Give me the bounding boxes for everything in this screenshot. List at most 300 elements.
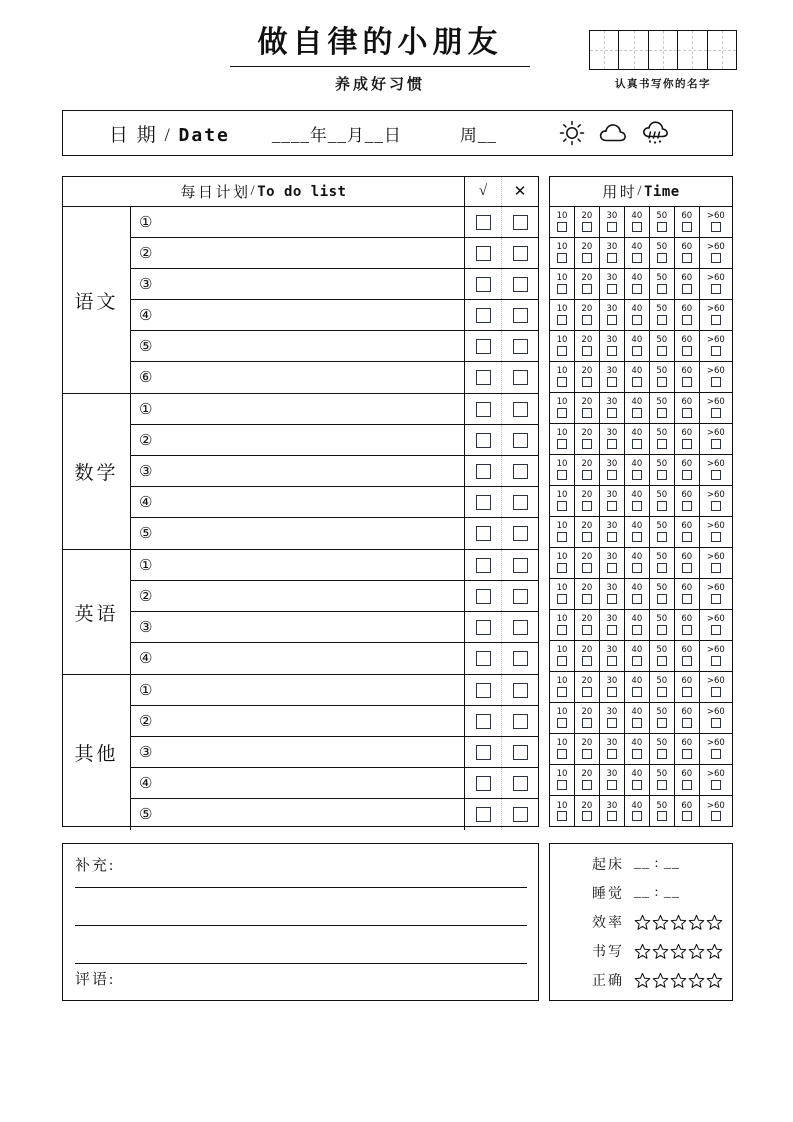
time-option-cell[interactable] bbox=[675, 238, 700, 268]
check-checkbox[interactable] bbox=[476, 433, 491, 448]
check-cell[interactable] bbox=[464, 456, 501, 486]
time-checkbox[interactable] bbox=[711, 749, 721, 759]
time-checkbox[interactable] bbox=[607, 718, 617, 728]
time-option-cell[interactable] bbox=[700, 455, 732, 485]
cross-cell[interactable] bbox=[501, 394, 538, 424]
time-option-cell[interactable] bbox=[650, 734, 675, 764]
time-option-cell[interactable] bbox=[550, 207, 575, 237]
time-checkbox[interactable] bbox=[607, 253, 617, 263]
time-checkbox[interactable] bbox=[632, 811, 642, 821]
time-checkbox[interactable] bbox=[657, 811, 667, 821]
cross-checkbox[interactable] bbox=[513, 683, 528, 698]
time-checkbox[interactable] bbox=[582, 780, 592, 790]
name-grid-cell[interactable] bbox=[708, 31, 736, 69]
time-option-cell[interactable] bbox=[625, 796, 650, 827]
time-option-cell[interactable] bbox=[600, 548, 625, 578]
time-option-cell[interactable] bbox=[600, 734, 625, 764]
check-checkbox[interactable] bbox=[476, 246, 491, 261]
check-checkbox[interactable] bbox=[476, 589, 491, 604]
check-cell[interactable] bbox=[464, 675, 501, 705]
time-checkbox[interactable] bbox=[557, 780, 567, 790]
todo-item-input[interactable]: ④ bbox=[139, 651, 153, 667]
cross-checkbox[interactable] bbox=[513, 526, 528, 541]
time-checkbox[interactable] bbox=[632, 594, 642, 604]
time-checkbox[interactable] bbox=[682, 532, 692, 542]
star-icon[interactable] bbox=[688, 943, 705, 960]
time-option-cell[interactable] bbox=[600, 455, 625, 485]
name-writing-grid[interactable] bbox=[589, 30, 737, 70]
time-checkbox[interactable] bbox=[582, 408, 592, 418]
time-option-cell[interactable] bbox=[675, 641, 700, 671]
name-grid-cell[interactable] bbox=[590, 31, 619, 69]
time-checkbox[interactable] bbox=[632, 687, 642, 697]
time-option-cell[interactable] bbox=[550, 734, 575, 764]
rain-cloud-icon[interactable] bbox=[641, 119, 671, 147]
time-checkbox[interactable] bbox=[607, 439, 617, 449]
time-checkbox[interactable] bbox=[682, 563, 692, 573]
name-grid-cell[interactable] bbox=[619, 31, 648, 69]
time-checkbox[interactable] bbox=[607, 315, 617, 325]
time-option-cell[interactable] bbox=[650, 331, 675, 361]
time-option-cell[interactable] bbox=[625, 269, 650, 299]
name-grid-cell[interactable] bbox=[678, 31, 707, 69]
time-option-cell[interactable] bbox=[700, 486, 732, 516]
time-option-cell[interactable] bbox=[575, 393, 600, 423]
time-option-cell[interactable] bbox=[700, 672, 732, 702]
time-option-cell[interactable] bbox=[550, 424, 575, 454]
time-checkbox[interactable] bbox=[557, 594, 567, 604]
check-cell[interactable] bbox=[464, 799, 501, 830]
time-checkbox[interactable] bbox=[582, 749, 592, 759]
time-checkbox[interactable] bbox=[682, 470, 692, 480]
todo-item-input[interactable]: ④ bbox=[139, 775, 153, 792]
cross-checkbox[interactable] bbox=[513, 215, 528, 230]
time-option-cell[interactable] bbox=[575, 796, 600, 827]
time-checkbox[interactable] bbox=[657, 625, 667, 635]
time-checkbox[interactable] bbox=[557, 656, 567, 666]
time-option-cell[interactable] bbox=[675, 300, 700, 330]
star-icon[interactable] bbox=[688, 914, 705, 931]
time-checkbox[interactable] bbox=[582, 470, 592, 480]
check-cell[interactable] bbox=[464, 643, 501, 674]
time-option-cell[interactable] bbox=[600, 641, 625, 671]
time-option-cell[interactable] bbox=[625, 207, 650, 237]
time-checkbox[interactable] bbox=[557, 470, 567, 480]
time-checkbox[interactable] bbox=[607, 501, 617, 511]
time-option-cell[interactable] bbox=[600, 269, 625, 299]
check-cell[interactable] bbox=[464, 300, 501, 330]
time-checkbox[interactable] bbox=[657, 253, 667, 263]
time-checkbox[interactable] bbox=[607, 594, 617, 604]
time-option-cell[interactable] bbox=[650, 486, 675, 516]
time-checkbox[interactable] bbox=[607, 377, 617, 387]
time-checkbox[interactable] bbox=[657, 408, 667, 418]
time-option-cell[interactable] bbox=[600, 331, 625, 361]
time-checkbox[interactable] bbox=[582, 656, 592, 666]
time-checkbox[interactable] bbox=[607, 687, 617, 697]
time-option-cell[interactable] bbox=[625, 734, 650, 764]
check-checkbox[interactable] bbox=[476, 745, 491, 760]
time-option-cell[interactable] bbox=[575, 331, 600, 361]
time-option-cell[interactable] bbox=[600, 424, 625, 454]
cross-cell[interactable] bbox=[501, 675, 538, 705]
cross-cell[interactable] bbox=[501, 768, 538, 798]
check-cell[interactable] bbox=[464, 581, 501, 611]
time-option-cell[interactable] bbox=[625, 238, 650, 268]
check-checkbox[interactable] bbox=[476, 526, 491, 541]
time-checkbox[interactable] bbox=[657, 284, 667, 294]
check-checkbox[interactable] bbox=[476, 464, 491, 479]
time-checkbox[interactable] bbox=[711, 377, 721, 387]
check-checkbox[interactable] bbox=[476, 683, 491, 698]
time-option-cell[interactable] bbox=[550, 300, 575, 330]
time-option-cell[interactable] bbox=[700, 734, 732, 764]
todo-item-input[interactable]: ① bbox=[139, 557, 153, 574]
check-cell[interactable] bbox=[464, 706, 501, 736]
time-checkbox[interactable] bbox=[557, 563, 567, 573]
time-checkbox[interactable] bbox=[557, 408, 567, 418]
time-option-cell[interactable] bbox=[675, 486, 700, 516]
time-option-cell[interactable] bbox=[700, 796, 732, 827]
time-checkbox[interactable] bbox=[582, 377, 592, 387]
time-checkbox[interactable] bbox=[607, 811, 617, 821]
time-option-cell[interactable] bbox=[550, 269, 575, 299]
time-option-cell[interactable] bbox=[550, 579, 575, 609]
time-checkbox[interactable] bbox=[682, 439, 692, 449]
cross-checkbox[interactable] bbox=[513, 745, 528, 760]
check-cell[interactable] bbox=[464, 612, 501, 642]
check-cell[interactable] bbox=[464, 487, 501, 517]
time-checkbox[interactable] bbox=[632, 377, 642, 387]
time-checkbox[interactable] bbox=[682, 687, 692, 697]
todo-item-input[interactable]: ② bbox=[139, 713, 153, 730]
time-checkbox[interactable] bbox=[711, 811, 721, 821]
time-option-cell[interactable] bbox=[575, 300, 600, 330]
time-option-cell[interactable] bbox=[700, 703, 732, 733]
cross-cell[interactable] bbox=[501, 643, 538, 674]
time-option-cell[interactable] bbox=[550, 486, 575, 516]
todo-item-input[interactable]: ④ bbox=[139, 494, 153, 511]
time-checkbox[interactable] bbox=[711, 222, 721, 232]
time-option-cell[interactable] bbox=[625, 579, 650, 609]
time-option-cell[interactable] bbox=[675, 672, 700, 702]
time-checkbox[interactable] bbox=[711, 315, 721, 325]
time-option-cell[interactable] bbox=[675, 517, 700, 547]
time-option-cell[interactable] bbox=[700, 331, 732, 361]
check-cell[interactable] bbox=[464, 269, 501, 299]
star-icon[interactable] bbox=[670, 914, 687, 931]
time-checkbox[interactable] bbox=[607, 284, 617, 294]
time-checkbox[interactable] bbox=[557, 253, 567, 263]
time-option-cell[interactable] bbox=[625, 517, 650, 547]
time-option-cell[interactable] bbox=[625, 331, 650, 361]
cross-checkbox[interactable] bbox=[513, 776, 528, 791]
time-option-cell[interactable] bbox=[575, 362, 600, 392]
star-rating[interactable] bbox=[634, 943, 723, 960]
time-option-cell[interactable] bbox=[575, 734, 600, 764]
time-option-cell[interactable] bbox=[600, 610, 625, 640]
star-icon[interactable] bbox=[706, 943, 723, 960]
star-icon[interactable] bbox=[670, 972, 687, 989]
cross-cell[interactable] bbox=[501, 331, 538, 361]
time-checkbox[interactable] bbox=[557, 315, 567, 325]
time-checkbox[interactable] bbox=[582, 253, 592, 263]
time-option-cell[interactable] bbox=[675, 548, 700, 578]
time-option-cell[interactable] bbox=[625, 641, 650, 671]
time-checkbox[interactable] bbox=[657, 377, 667, 387]
time-checkbox[interactable] bbox=[657, 656, 667, 666]
time-checkbox[interactable] bbox=[711, 625, 721, 635]
time-checkbox[interactable] bbox=[632, 749, 642, 759]
time-option-cell[interactable] bbox=[700, 207, 732, 237]
time-option-cell[interactable] bbox=[650, 207, 675, 237]
time-option-cell[interactable] bbox=[575, 207, 600, 237]
time-option-cell[interactable] bbox=[650, 610, 675, 640]
todo-item-input[interactable]: ③ bbox=[139, 744, 153, 761]
todo-item-input[interactable]: ③ bbox=[139, 619, 153, 636]
time-option-cell[interactable] bbox=[650, 765, 675, 795]
cross-checkbox[interactable] bbox=[513, 339, 528, 354]
time-checkbox[interactable] bbox=[711, 253, 721, 263]
time-option-cell[interactable] bbox=[675, 424, 700, 454]
time-option-cell[interactable] bbox=[575, 548, 600, 578]
time-checkbox[interactable] bbox=[632, 222, 642, 232]
star-icon[interactable] bbox=[634, 914, 651, 931]
check-checkbox[interactable] bbox=[476, 277, 491, 292]
time-checkbox[interactable] bbox=[632, 625, 642, 635]
time-checkbox[interactable] bbox=[557, 625, 567, 635]
time-option-cell[interactable] bbox=[625, 765, 650, 795]
time-option-cell[interactable] bbox=[600, 517, 625, 547]
time-option-cell[interactable] bbox=[650, 579, 675, 609]
time-checkbox[interactable] bbox=[711, 284, 721, 294]
time-option-cell[interactable] bbox=[575, 486, 600, 516]
check-cell[interactable] bbox=[464, 362, 501, 393]
todo-item-input[interactable]: ① bbox=[139, 214, 153, 231]
time-option-cell[interactable] bbox=[575, 238, 600, 268]
time-checkbox[interactable] bbox=[682, 656, 692, 666]
time-option-cell[interactable] bbox=[675, 703, 700, 733]
time-checkbox[interactable] bbox=[657, 780, 667, 790]
time-checkbox[interactable] bbox=[711, 718, 721, 728]
todo-item-input[interactable]: ④ bbox=[139, 307, 153, 324]
check-cell[interactable] bbox=[464, 425, 501, 455]
time-option-cell[interactable] bbox=[600, 238, 625, 268]
time-checkbox[interactable] bbox=[711, 532, 721, 542]
time-checkbox[interactable] bbox=[711, 346, 721, 356]
cross-checkbox[interactable] bbox=[513, 402, 528, 417]
time-option-cell[interactable] bbox=[700, 300, 732, 330]
time-option-cell[interactable] bbox=[675, 579, 700, 609]
time-option-cell[interactable] bbox=[675, 455, 700, 485]
time-checkbox[interactable] bbox=[682, 315, 692, 325]
cross-cell[interactable] bbox=[501, 612, 538, 642]
time-option-cell[interactable] bbox=[550, 362, 575, 392]
time-checkbox[interactable] bbox=[632, 718, 642, 728]
time-checkbox[interactable] bbox=[632, 656, 642, 666]
time-checkbox[interactable] bbox=[607, 625, 617, 635]
time-checkbox[interactable] bbox=[582, 563, 592, 573]
time-checkbox[interactable] bbox=[682, 594, 692, 604]
time-option-cell[interactable] bbox=[575, 269, 600, 299]
star-icon[interactable] bbox=[652, 943, 669, 960]
time-option-cell[interactable] bbox=[575, 641, 600, 671]
check-checkbox[interactable] bbox=[476, 651, 491, 666]
check-cell[interactable] bbox=[464, 737, 501, 767]
time-checkbox[interactable] bbox=[657, 439, 667, 449]
time-option-cell[interactable] bbox=[700, 362, 732, 392]
time-option-cell[interactable] bbox=[625, 300, 650, 330]
todo-item-input[interactable]: ② bbox=[139, 432, 153, 449]
time-checkbox[interactable] bbox=[711, 594, 721, 604]
cross-checkbox[interactable] bbox=[513, 277, 528, 292]
time-option-cell[interactable] bbox=[575, 517, 600, 547]
check-cell[interactable] bbox=[464, 331, 501, 361]
todo-item-input[interactable]: ⑤ bbox=[139, 526, 153, 542]
time-option-cell[interactable] bbox=[625, 486, 650, 516]
check-checkbox[interactable] bbox=[476, 495, 491, 510]
time-checkbox[interactable] bbox=[711, 687, 721, 697]
time-option-cell[interactable] bbox=[600, 207, 625, 237]
cross-cell[interactable] bbox=[501, 238, 538, 268]
time-checkbox[interactable] bbox=[557, 811, 567, 821]
time-checkbox[interactable] bbox=[682, 222, 692, 232]
time-option-cell[interactable] bbox=[700, 765, 732, 795]
time-option-cell[interactable] bbox=[550, 238, 575, 268]
time-option-cell[interactable] bbox=[550, 455, 575, 485]
time-checkbox[interactable] bbox=[711, 780, 721, 790]
cross-cell[interactable] bbox=[501, 456, 538, 486]
time-option-cell[interactable] bbox=[625, 548, 650, 578]
time-checkbox[interactable] bbox=[682, 284, 692, 294]
time-option-cell[interactable] bbox=[550, 641, 575, 671]
time-checkbox[interactable] bbox=[557, 377, 567, 387]
cross-cell[interactable] bbox=[501, 581, 538, 611]
cross-cell[interactable] bbox=[501, 269, 538, 299]
time-checkbox[interactable] bbox=[582, 718, 592, 728]
cross-cell[interactable] bbox=[501, 425, 538, 455]
time-checkbox[interactable] bbox=[582, 625, 592, 635]
star-rating[interactable] bbox=[634, 972, 723, 989]
time-option-cell[interactable] bbox=[700, 641, 732, 671]
cross-checkbox[interactable] bbox=[513, 464, 528, 479]
time-option-cell[interactable] bbox=[700, 579, 732, 609]
time-option-cell[interactable] bbox=[600, 300, 625, 330]
time-option-cell[interactable] bbox=[700, 548, 732, 578]
time-option-cell[interactable] bbox=[700, 424, 732, 454]
time-checkbox[interactable] bbox=[632, 315, 642, 325]
time-checkbox[interactable] bbox=[632, 284, 642, 294]
cross-checkbox[interactable] bbox=[513, 495, 528, 510]
check-checkbox[interactable] bbox=[476, 308, 491, 323]
check-checkbox[interactable] bbox=[476, 215, 491, 230]
time-option-cell[interactable] bbox=[600, 765, 625, 795]
time-checkbox[interactable] bbox=[632, 532, 642, 542]
cross-checkbox[interactable] bbox=[513, 308, 528, 323]
time-checkbox[interactable] bbox=[607, 408, 617, 418]
time-checkbox[interactable] bbox=[582, 811, 592, 821]
check-cell[interactable] bbox=[464, 550, 501, 580]
check-checkbox[interactable] bbox=[476, 620, 491, 635]
time-checkbox[interactable] bbox=[657, 470, 667, 480]
cross-checkbox[interactable] bbox=[513, 714, 528, 729]
time-option-cell[interactable] bbox=[550, 796, 575, 827]
time-checkbox[interactable] bbox=[682, 377, 692, 387]
time-checkbox[interactable] bbox=[632, 346, 642, 356]
time-input-field[interactable]: __ : __ bbox=[634, 856, 680, 871]
time-option-cell[interactable] bbox=[575, 610, 600, 640]
time-option-cell[interactable] bbox=[650, 641, 675, 671]
cross-checkbox[interactable] bbox=[513, 620, 528, 635]
check-checkbox[interactable] bbox=[476, 807, 491, 822]
cross-checkbox[interactable] bbox=[513, 651, 528, 666]
time-checkbox[interactable] bbox=[607, 222, 617, 232]
cross-cell[interactable] bbox=[501, 487, 538, 517]
time-checkbox[interactable] bbox=[632, 253, 642, 263]
time-checkbox[interactable] bbox=[557, 439, 567, 449]
star-icon[interactable] bbox=[688, 972, 705, 989]
time-option-cell[interactable] bbox=[625, 672, 650, 702]
time-checkbox[interactable] bbox=[657, 315, 667, 325]
time-option-cell[interactable] bbox=[675, 269, 700, 299]
time-option-cell[interactable] bbox=[550, 765, 575, 795]
time-checkbox[interactable] bbox=[682, 811, 692, 821]
time-option-cell[interactable] bbox=[575, 672, 600, 702]
time-checkbox[interactable] bbox=[582, 222, 592, 232]
time-option-cell[interactable] bbox=[625, 424, 650, 454]
time-checkbox[interactable] bbox=[682, 346, 692, 356]
time-checkbox[interactable] bbox=[582, 315, 592, 325]
name-grid-cell[interactable] bbox=[649, 31, 678, 69]
time-option-cell[interactable] bbox=[650, 300, 675, 330]
time-checkbox[interactable] bbox=[607, 563, 617, 573]
time-checkbox[interactable] bbox=[711, 563, 721, 573]
time-option-cell[interactable] bbox=[600, 393, 625, 423]
time-checkbox[interactable] bbox=[632, 563, 642, 573]
time-checkbox[interactable] bbox=[582, 594, 592, 604]
check-cell[interactable] bbox=[464, 768, 501, 798]
time-checkbox[interactable] bbox=[682, 625, 692, 635]
time-option-cell[interactable] bbox=[600, 486, 625, 516]
time-checkbox[interactable] bbox=[682, 749, 692, 759]
time-checkbox[interactable] bbox=[682, 408, 692, 418]
check-checkbox[interactable] bbox=[476, 402, 491, 417]
time-option-cell[interactable] bbox=[650, 393, 675, 423]
star-icon[interactable] bbox=[706, 972, 723, 989]
time-option-cell[interactable] bbox=[675, 610, 700, 640]
time-option-cell[interactable] bbox=[575, 765, 600, 795]
time-option-cell[interactable] bbox=[550, 393, 575, 423]
time-option-cell[interactable] bbox=[625, 455, 650, 485]
time-checkbox[interactable] bbox=[557, 718, 567, 728]
time-input-field[interactable]: __ : __ bbox=[634, 885, 680, 900]
time-checkbox[interactable] bbox=[557, 749, 567, 759]
time-option-cell[interactable] bbox=[650, 796, 675, 827]
time-checkbox[interactable] bbox=[657, 501, 667, 511]
time-option-cell[interactable] bbox=[675, 734, 700, 764]
time-checkbox[interactable] bbox=[607, 470, 617, 480]
star-icon[interactable] bbox=[706, 914, 723, 931]
check-cell[interactable] bbox=[464, 238, 501, 268]
time-checkbox[interactable] bbox=[657, 594, 667, 604]
todo-item-input[interactable]: ② bbox=[139, 245, 153, 262]
time-checkbox[interactable] bbox=[657, 346, 667, 356]
time-checkbox[interactable] bbox=[657, 222, 667, 232]
time-option-cell[interactable] bbox=[700, 269, 732, 299]
time-checkbox[interactable] bbox=[657, 532, 667, 542]
check-cell[interactable] bbox=[464, 207, 501, 237]
cross-checkbox[interactable] bbox=[513, 558, 528, 573]
